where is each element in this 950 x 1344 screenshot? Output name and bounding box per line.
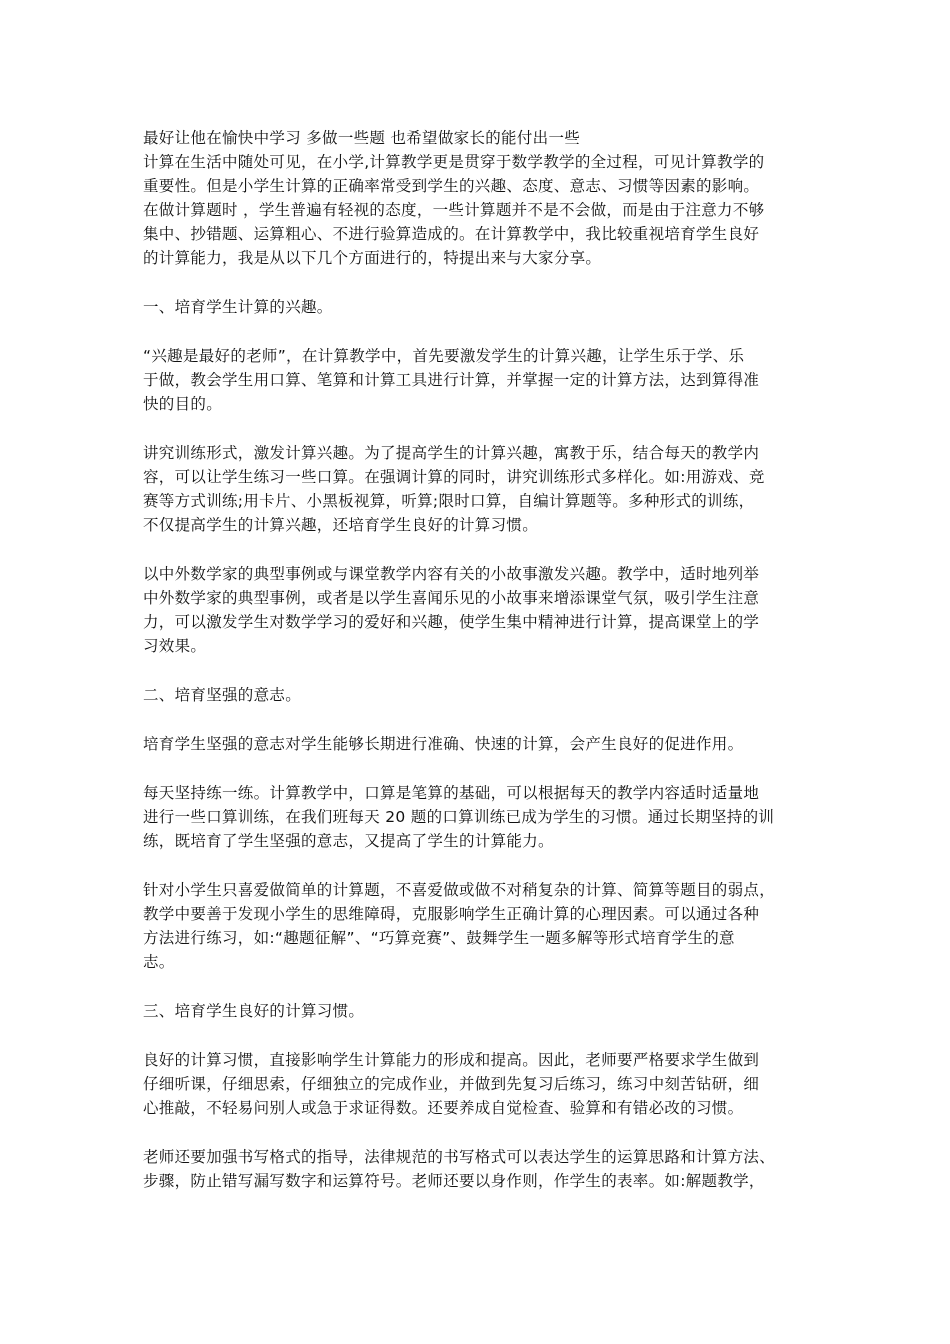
text-line: 二、培育坚强的意志。: [143, 686, 302, 704]
text-line: 重要性。但是小学生计算的正确率常受到学生的兴趣、态度、意志、习惯等因素的影响。: [143, 177, 760, 195]
text-line: 志。: [143, 953, 175, 971]
text-line: 计算在生活中随处可见，在小学,计算教学更是贯穿于数学教学的全过程，可见计算教学的: [143, 153, 765, 171]
text-line: 一、培育学生计算的兴趣。: [143, 298, 333, 316]
text-line: 赛等方式训练;用卡片、小黑板视算，听算;限时口算，自编计算题等。多种形式的训练，: [143, 492, 755, 510]
text-line: 心推敲，不轻易问别人或急于求证得数。还要养成自觉检查、验算和有错必改的习惯。: [143, 1099, 744, 1117]
text-line: 于做，教会学生用口算、笔算和计算工具进行计算，并掌握一定的计算方法，达到算得准: [143, 371, 760, 389]
text-line: 步骤，防止错写漏写数字和运算符号。老师还要以身作则，作学生的表率。如:解题教学，: [143, 1172, 765, 1190]
text-line: 容，可以让学生练习一些口算。在强调计算的同时，讲究训练形式多样化。如:用游戏、竞: [143, 468, 765, 486]
text-line: 进行一些口算训练，在我们班每天 20 题的口算训练已成为学生的习惯。通过长期坚持的训: [143, 808, 775, 826]
text-line: 不仅提高学生的计算兴趣，还培育学生良好的计算习惯。: [143, 516, 539, 534]
paragraph-gap: [143, 537, 815, 562]
paragraph-gap: [143, 756, 815, 781]
paragraph-gap: [143, 416, 815, 441]
paragraph-gap: [143, 270, 815, 295]
paragraph-gap: [143, 853, 815, 878]
text-line: “兴趣是最好的老师”，在计算教学中，首先要激发学生的计算兴趣，让学生乐于学、乐: [143, 347, 745, 365]
text-line: 的计算能力，我是从以下几个方面进行的，特提出来与大家分享。: [143, 249, 602, 267]
text-line: 三、培育学生良好的计算习惯。: [143, 1002, 365, 1020]
text-line: 良好的计算习惯，直接影响学生计算能力的形成和提高。因此，老师要严格要求学生做到: [143, 1051, 760, 1069]
text-line: 练，既培育了学生坚强的意志，又提高了学生的计算能力。: [143, 832, 554, 850]
paragraph-gap: [143, 707, 815, 732]
paragraph-gap: [143, 658, 815, 683]
paragraph-gap: [143, 974, 815, 999]
text-line: 以中外数学家的典型事例或与课堂教学内容有关的小故事激发兴趣。教学中，适时地列举: [143, 565, 760, 583]
text-line: 习效果。: [143, 637, 207, 655]
text-line: 快的目的。: [143, 395, 223, 413]
paragraph-gap: [143, 319, 815, 344]
text-line: 每天坚持练一练。计算教学中，口算是笔算的基础，可以根据每天的教学内容适时适量地: [143, 784, 760, 802]
text-line: 讲究训练形式，激发计算兴趣。为了提高学生的计算兴趣，寓教于乐，结合每天的教学内: [143, 444, 760, 462]
text-line: 最好让他在愉快中学习 多做一些题 也希望做家长的能付出一些: [143, 129, 581, 147]
text-line: 力，可以激发学生对数学学习的爱好和兴趣，使学生集中精神进行计算，提高课堂上的学: [143, 613, 760, 631]
text-line: 老师还要加强书写格式的指导，法律规范的书写格式可以表达学生的运算思路和计算方法、: [143, 1148, 776, 1166]
paragraph-gap: [143, 1120, 815, 1145]
text-line: 仔细听课，仔细思索，仔细独立的完成作业，并做到先复习后练习，练习中刻苦钻研，细: [143, 1075, 760, 1093]
text-line: 针对小学生只喜爱做简单的计算题，不喜爱做或做不对稍复杂的计算、简算等题目的弱点，: [143, 881, 776, 899]
text-line: 中外数学家的典型事例，或者是以学生喜闻乐见的小故事来增添课堂气氛，吸引学生注意: [143, 589, 760, 607]
text-line: 教学中要善于发现小学生的思维障碍，克服影响学生正确计算的心理因素。可以通过各种: [143, 905, 760, 923]
text-line: 在做计算题时 ，学生普遍有轻视的态度，一些计算题并不是不会做，而是由于注意力不够: [143, 201, 765, 219]
text-line: 集中、抄错题、运算粗心、不进行验算造成的。在计算教学中，我比较重视培育学生良好: [143, 225, 760, 243]
paragraph-gap: [143, 1023, 815, 1048]
text-line: 培育学生坚强的意志对学生能够长期进行准确、快速的计算，会产生良好的促进作用。: [143, 735, 744, 753]
text-line: 方法进行练习，如:“趣题征解”、“巧算竞赛”、鼓舞学生一题多解等形式培育学生的意: [143, 929, 735, 947]
document-body: [143, 126, 815, 1193]
